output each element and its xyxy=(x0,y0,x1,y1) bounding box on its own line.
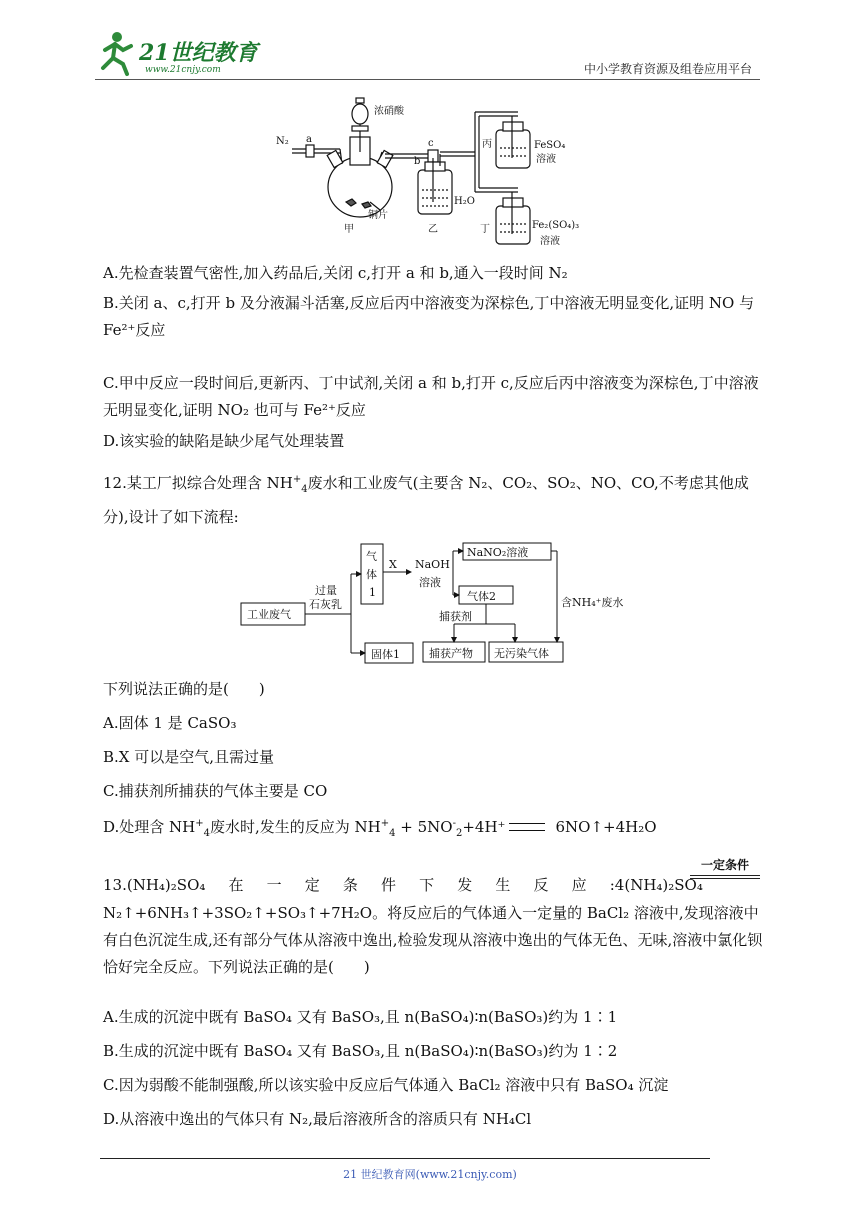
q12-option-d: D.处理含 $NH^+_4$废水时,发生的反应为 $NH^+_4 + 5NO^-_2+4H^+$ 6NO↑+4H₂O xyxy=(103,818,657,839)
header-divider xyxy=(95,79,760,80)
flow-nano2: NaNO₂溶液 xyxy=(467,546,529,559)
flow-capture-agent: 捕获剂 xyxy=(439,610,472,623)
q12-question: 下列说法正确的是( ) xyxy=(103,680,265,698)
q11-option-d: D.该实验的缺陷是缺少尾气处理装置 xyxy=(103,432,345,450)
apparatus-diagram xyxy=(270,92,590,252)
flow-waste-gas: 工业废气 xyxy=(247,608,291,621)
label-bing: 丙 xyxy=(482,139,492,150)
q13-stem-rest: N₂↑+6NH₃↑+3SO₂↑+SO₃↑+7H₂O。将反应后的气体通入一定量的 BaCl₂ 溶液中,发现溶液中有白色沉淀生成,还有部分气体从溶液中逸出,检验发现从溶液中逸出的气体无色、无味,溶液中氯化钡恰好完全反应。下列说法正确的是( ) xyxy=(103,904,763,976)
flow-naoh: NaOH xyxy=(415,558,450,571)
label-sol2: 溶液 xyxy=(540,236,560,247)
footer-divider xyxy=(100,1158,710,1159)
platform-name: 中小学教育资源及组卷应用平台 xyxy=(583,62,752,76)
q11-option-a: A.先检查装置气密性,加入药品后,关闭 c,打开 a 和 b,通入一段时间 N₂ xyxy=(103,264,568,282)
footer-text: 21 世纪教育网(www.21cnjy.com) xyxy=(343,1168,517,1181)
site-logo xyxy=(95,28,295,78)
flow-lime-1: 过量 xyxy=(315,584,337,597)
q12-option-a: A.固体 1 是 CaSO₃ xyxy=(103,714,237,732)
label-copper: 铜片 xyxy=(368,210,388,221)
flow-solid1: 固体1 xyxy=(371,648,400,661)
label-n2: N₂ xyxy=(276,136,289,147)
label-ding: 丁 xyxy=(480,224,490,235)
label-c: c xyxy=(428,138,434,149)
flow-gas1-a: 气 xyxy=(366,550,377,563)
flow-nh4-waste: 含NH₄⁺废水 xyxy=(561,596,624,609)
label-jia: 甲 xyxy=(344,224,354,235)
q12-option-b: B.X 可以是空气,且需过量 xyxy=(103,748,275,766)
label-b: b xyxy=(414,156,421,167)
flow-gas1-b: 体 xyxy=(366,568,377,581)
flow-gas1-c: 1 xyxy=(369,586,376,599)
label-sol1: 溶液 xyxy=(536,154,556,165)
label-h2o: H₂O xyxy=(454,196,475,207)
q11-option-b: B.关闭 a、c,打开 b 及分液漏斗活塞,反应后丙中溶液变为深棕色,丁中溶液无明显变化,证明 NO 与 Fe²⁺反应 xyxy=(103,294,755,339)
page-header xyxy=(95,28,760,80)
q13-stem-line1: 13.(NH₄)₂SO₄ 在 一 定 条 件 下 发 生 反 应 :4(NH₄)₂SO₄ xyxy=(103,876,703,894)
q13-option-b: B.生成的沉淀中既有 BaSO₄ 又有 BaSO₃,且 n(BaSO₄)∶n(BaSO₃)约为 1∶2 xyxy=(103,1042,618,1060)
q12-option-c: C.捕获剂所捕获的气体主要是 CO xyxy=(103,782,328,800)
logo-url: www.21cnjy.com xyxy=(145,65,221,75)
label-fe2so43: Fe₂(SO₄)₃ xyxy=(532,220,580,231)
flow-clean-gas: 无污染气体 xyxy=(494,647,549,660)
flow-sol: 溶液 xyxy=(419,576,441,589)
reaction-arrow xyxy=(690,875,760,879)
flow-gas2: 气体2 xyxy=(467,590,496,603)
q11-option-c: C.甲中反应一段时间后,更新丙、丁中试剂,关闭 a 和 b,打开 c,反应后丙中溶液变为深棕色,丁中溶液无明显变化,证明 NO₂ 也可与 Fe²⁺反应 xyxy=(103,374,759,419)
q12-stem: 12.某工厂拟综合处理含 $NH^+_4$废水和工业废气(主要含 N₂、CO₂、SO₂、NO、CO,不考虑其他成分),设计了如下流程: xyxy=(103,474,749,526)
q13-option-a: A.生成的沉淀中既有 BaSO₄ 又有 BaSO₃,且 n(BaSO₄)∶n(BaSO₃)约为 1∶1 xyxy=(103,1008,618,1026)
label-yi: 乙 xyxy=(428,224,438,235)
q13-option-c: C.因为弱酸不能制强酸,所以该实验中反应后气体通入 BaCl₂ 溶液中只有 BaSO₄ 沉淀 xyxy=(103,1076,669,1094)
flow-x: X xyxy=(389,558,397,571)
label-feso4: FeSO₄ xyxy=(534,140,566,151)
reaction-condition: 一定条件 xyxy=(690,856,760,879)
logo-text: 21世纪教育 xyxy=(139,40,258,66)
equilibrium-sign xyxy=(509,823,545,831)
q13-option-d: D.从溶液中逸出的气体只有 N₂,最后溶液所含的溶质只有 NH₄Cl xyxy=(103,1110,532,1128)
flow-lime-2: 石灰乳 xyxy=(309,598,342,611)
label-acid: 浓硝酸 xyxy=(374,106,404,117)
flow-captured: 捕获产物 xyxy=(429,647,473,660)
label-a: a xyxy=(306,134,312,145)
flow-diagram xyxy=(235,540,625,670)
runner-icon xyxy=(103,32,131,74)
